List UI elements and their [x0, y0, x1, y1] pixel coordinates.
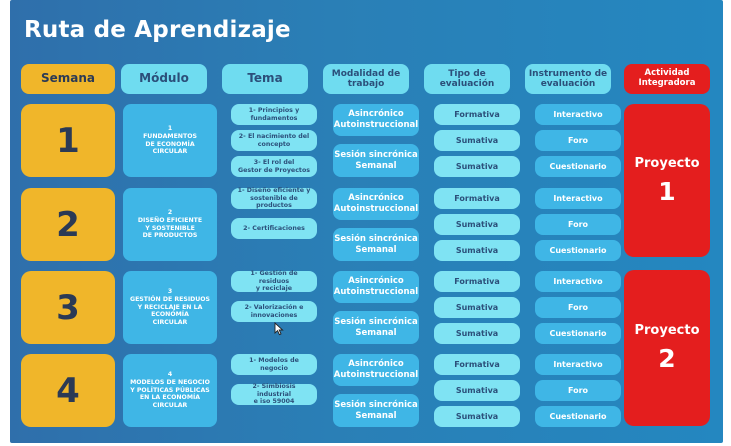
modality-line: Autoinstruccional [333, 370, 419, 380]
topic-line: fundamentos [250, 114, 298, 122]
eval-type-item: Sumativa [434, 297, 520, 318]
header-activity-line: Actividad [644, 68, 690, 79]
module-line: ECONOMÍA [151, 311, 189, 319]
week-number-card: 3 [21, 271, 115, 344]
header-instrument-line: Instrumento de [528, 68, 608, 79]
header-activity [624, 64, 710, 94]
eval-type-item: Formativa [434, 354, 520, 375]
module-line: DE ECONOMÍA [145, 140, 195, 148]
modality-item [333, 271, 419, 303]
project-name: Proyecto [634, 155, 700, 171]
header-eval-type [424, 64, 510, 94]
modality-line: Sesión sincrónica [334, 316, 418, 327]
header-eval-type-line: evaluación [439, 79, 495, 89]
header-eval-type-line: Tipo de [448, 68, 486, 79]
header-modality [323, 64, 409, 94]
topic-item[interactable] [231, 271, 317, 292]
header-instrument-line: evaluación [540, 79, 596, 89]
modality-item [333, 144, 419, 177]
header-module: Módulo [121, 64, 207, 94]
topic-line: sostenible de productos [250, 194, 298, 210]
module-line: FUNDAMENTOS [143, 132, 197, 140]
topic-item[interactable] [231, 218, 317, 239]
topic-line: 1- Gestión de residuos [250, 270, 298, 285]
module-line: MODELOS DE NEGOCIO [130, 378, 210, 386]
mouse-pointer-icon [274, 322, 284, 336]
modality-item [333, 188, 419, 220]
eval-type-item: Sumativa [434, 240, 520, 261]
module-line: 4 [167, 371, 173, 379]
instrument-item[interactable]: Foro [535, 214, 621, 235]
instrument-item[interactable]: Interactivo [535, 271, 621, 292]
instrument-item[interactable]: Foro [535, 297, 621, 318]
topic-item[interactable] [231, 301, 317, 322]
eval-type-item: Formativa [434, 188, 520, 209]
topic-line: Gestor de Proyectos [237, 166, 311, 174]
header-week: Semana [21, 64, 115, 94]
eval-type-item: Sumativa [434, 323, 520, 344]
topic-line: 2- Valorización e [244, 303, 304, 311]
module-line: 3 [167, 288, 173, 296]
eval-type-item: Sumativa [434, 214, 520, 235]
topic-item[interactable] [231, 188, 317, 209]
project-number: 2 [658, 344, 676, 373]
instrument-item[interactable]: Cuestionario [535, 406, 621, 427]
module-card [123, 188, 217, 261]
module-line: Y POLÍTICAS PÚBLICAS [130, 386, 210, 394]
module-line: CIRCULAR [152, 402, 188, 410]
module-line: GESTIÓN DE RESIDUOS [129, 295, 211, 303]
topic-line: innovaciones [250, 311, 298, 319]
topic-line: 1- Principios y [248, 106, 300, 114]
modality-item [333, 104, 419, 136]
topic-item[interactable] [231, 104, 317, 125]
week-number-card: 2 [21, 188, 115, 261]
module-line: DE PRODUCTOS [142, 232, 198, 240]
module-line: 1 [167, 125, 173, 132]
topic-line: 1- Diseño eficiente y [237, 187, 311, 195]
page-title: Ruta de Aprendizaje [24, 17, 291, 43]
instrument-item[interactable]: Cuestionario [535, 323, 621, 344]
modality-line: Sesión sincrónica [334, 149, 418, 160]
modality-line: Sesión sincrónica [334, 399, 418, 410]
modality-item [333, 228, 419, 261]
topic-line: e iso 59004 [253, 398, 295, 406]
header-modality-line: trabajo [347, 79, 385, 89]
modality-line: Semanal [355, 160, 397, 171]
instrument-item[interactable]: Interactivo [535, 188, 621, 209]
module-line: EN LA ECONOMÍA [139, 394, 201, 402]
header-modality-line: Modalidad de [331, 68, 401, 79]
eval-type-item: Sumativa [434, 406, 520, 427]
modality-line: Semanal [355, 327, 397, 338]
topic-line: negocio [260, 364, 288, 372]
modality-item [333, 394, 419, 427]
header-activity-line: Integradora [638, 78, 696, 88]
week-number-card: 4 [21, 354, 115, 427]
module-line: Y SOSTENIBLE [145, 224, 195, 232]
modality-line: Semanal [355, 410, 397, 421]
topic-item[interactable] [231, 354, 317, 375]
modality-line: Autoinstruccional [333, 120, 419, 130]
modality-item [333, 354, 419, 386]
project-number: 1 [658, 176, 676, 206]
modality-line: Autoinstruccional [333, 287, 419, 297]
topic-item[interactable] [231, 130, 317, 151]
eval-type-item: Formativa [434, 271, 520, 292]
topic-line: 2- El nacimiento del [238, 132, 310, 140]
instrument-item[interactable]: Interactivo [535, 104, 621, 125]
topic-line: 1- Modelos de [249, 356, 299, 364]
modality-line: Autoinstruccional [333, 204, 419, 214]
eval-type-item: Sumativa [434, 130, 520, 151]
topic-item[interactable] [231, 156, 317, 177]
module-line: CIRCULAR [152, 319, 188, 327]
module-card [123, 354, 217, 427]
project-name: Proyecto [634, 323, 700, 338]
instrument-item[interactable]: Cuestionario [535, 240, 621, 261]
header-topic: Tema [222, 64, 308, 94]
eval-type-item: Sumativa [434, 380, 520, 401]
modality-line: Asincrónico [348, 193, 404, 204]
instrument-item[interactable]: Interactivo [535, 354, 621, 375]
week-number-card: 1 [21, 104, 115, 177]
project-1-card [624, 104, 710, 257]
topic-line: 2- Certificaciones [243, 224, 305, 232]
modality-line: Asincrónico [348, 109, 404, 120]
modality-line: Asincrónico [348, 359, 404, 370]
eval-type-item: Sumativa [434, 156, 520, 177]
eval-type-item: Formativa [434, 104, 520, 125]
topic-item[interactable] [231, 384, 317, 405]
project-2-card [624, 270, 710, 426]
module-line: DISEÑO EFICIENTE [137, 216, 203, 224]
modality-line: Asincrónico [348, 276, 404, 287]
learning-path-slide [10, 0, 723, 443]
modality-line: Sesión sincrónica [334, 233, 418, 244]
module-card [123, 271, 217, 344]
instrument-item[interactable]: Foro [535, 380, 621, 401]
instrument-item[interactable]: Foro [535, 130, 621, 151]
module-line: Y RECICLAJE EN LA [137, 303, 203, 311]
modality-item [333, 311, 419, 344]
module-line: 2 [167, 209, 173, 216]
topic-line: y reciclaje [255, 285, 293, 293]
module-line: CIRCULAR [152, 148, 188, 156]
topic-line: concepto [257, 140, 291, 148]
topic-line: 2- Simbiosis industrial [252, 383, 296, 398]
header-instrument [525, 64, 611, 94]
topic-line: 3- El rol del [253, 158, 295, 166]
instrument-item[interactable]: Cuestionario [535, 156, 621, 177]
modality-line: Semanal [355, 244, 397, 255]
module-card [123, 104, 217, 177]
